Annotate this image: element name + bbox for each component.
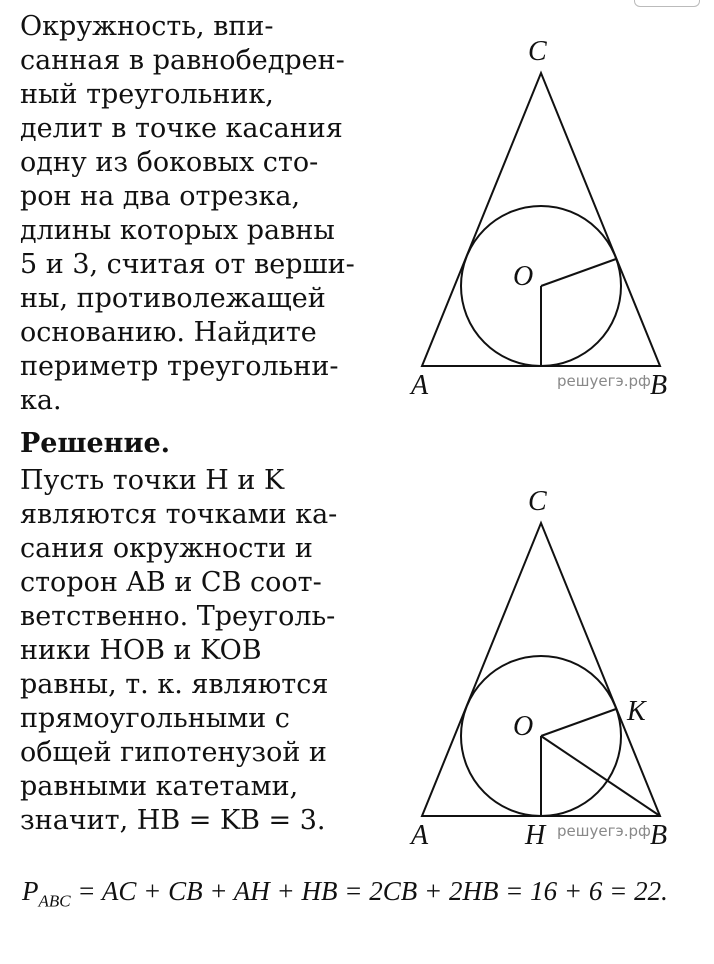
- point-label-h: H: [525, 820, 546, 851]
- top-edge-fragment: [634, 0, 700, 7]
- point-label-k: K: [627, 696, 646, 727]
- vertex-label-c: C: [528, 36, 547, 67]
- vertex-label-b: B: [650, 370, 668, 401]
- formula-rhs: = AC + CB + AH + HB = 2CB + 2HB = 16 + 6 = 22.: [70, 876, 668, 906]
- segment-ob: [541, 736, 660, 816]
- vertex-label-a: A: [411, 370, 429, 401]
- formula-lhs: P: [22, 876, 39, 906]
- watermark: решуегэ.рф: [557, 372, 651, 390]
- segment-ok: [541, 709, 616, 736]
- formula-subscript: ABC: [38, 891, 71, 911]
- figure-solution: [395, 480, 695, 860]
- vertex-label-a: A: [411, 820, 429, 851]
- vertex-label-c: C: [528, 486, 547, 517]
- solution-heading: Решение.: [20, 428, 171, 459]
- radius-to-side: [541, 259, 616, 286]
- center-label-o: O: [513, 261, 534, 292]
- problem-statement: Окружность, впи- санная в равнобедрен- ный треугольник, делит в точке касания одну из боковых сто- рон на два отрезка, длины которых равны 5 и 3, считая от верши- ны, противолежащей основанию. Найдите периметр треугольни- ка.: [20, 11, 355, 416]
- center-label-o: O: [513, 711, 534, 742]
- vertex-label-b: B: [650, 820, 668, 851]
- solution-text: Пусть точки H и K являются точками ка- сания окружности и сторон AB и CB соот- ветственно. Треуголь- ники HOB и KOB равны, т. к. являются прямоугольными с общей гипотенузой и равными катетами, значит, HB = KB = 3.: [20, 465, 338, 836]
- figure-inscribed-circle: [395, 30, 695, 410]
- watermark: решуегэ.рф: [557, 822, 651, 840]
- perimeter-formula: [22, 876, 668, 911]
